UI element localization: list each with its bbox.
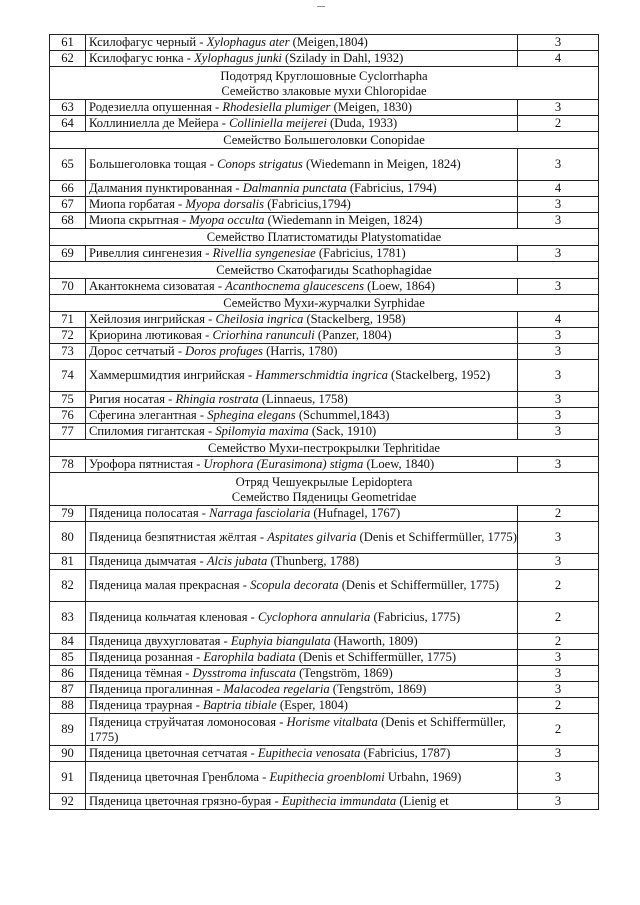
latin-name: Dysstroma infuscata (192, 666, 296, 680)
species-row (50, 408, 599, 424)
species-row (50, 698, 599, 714)
species-row (50, 392, 599, 408)
row-number: 71 (50, 312, 86, 328)
author-citation: (Meigen, 1830) (330, 100, 412, 114)
species-row (50, 149, 599, 181)
russian-name: Ксилофагус юнка - (89, 51, 195, 65)
latin-name: Eupithecia groenblomi (269, 770, 385, 784)
taxon-heading-line: Семейство Мухи-журчалки Syrphidae (223, 296, 425, 310)
species-row (50, 279, 599, 295)
russian-name: Коллиниелла де Мейера - (89, 116, 230, 130)
row-number: 75 (50, 392, 86, 408)
row-number: 76 (50, 408, 86, 424)
species-name-cell (86, 457, 518, 473)
latin-name: Acanthocnema glaucescens (225, 279, 365, 293)
species-name-cell (86, 344, 518, 360)
latin-name: Euphyia biangulata (230, 634, 331, 648)
russian-name: Миопа скрытная - (89, 213, 190, 227)
status-category: 3 (518, 457, 599, 473)
status-category: 3 (518, 746, 599, 762)
species-row (50, 197, 599, 213)
species-row (50, 100, 599, 116)
status-category: 2 (518, 116, 599, 132)
species-name-cell (86, 149, 518, 181)
taxon-heading (50, 262, 599, 279)
latin-name: Eupithecia venosata (257, 746, 361, 760)
russian-name: Большеголовка тощая - (89, 157, 218, 171)
species-name-cell (86, 408, 518, 424)
status-category: 3 (518, 213, 599, 229)
author-citation: (Wiedemann in Meigen, 1824) (264, 213, 423, 227)
taxon-heading-row (50, 262, 599, 279)
row-number: 61 (50, 35, 86, 51)
author-citation: (Linnaeus, 1758) (258, 392, 348, 406)
status-category: 3 (518, 344, 599, 360)
species-name-cell (86, 698, 518, 714)
author-citation: (Stackelberg, 1952) (387, 368, 491, 382)
author-citation: (Meigen,1804) (289, 35, 368, 49)
russian-name: Хаммершмидтия ингрийская - (89, 368, 256, 382)
status-category: 2 (518, 714, 599, 746)
russian-name: Пяденица двухугловатая - (89, 634, 231, 648)
species-row (50, 506, 599, 522)
taxon-heading-line: Отряд Чешуекрылые Lepidoptera (235, 474, 413, 489)
author-citation: (Szilady in Dahl, 1932) (281, 51, 404, 65)
species-row (50, 424, 599, 440)
author-citation: (Harris, 1780) (262, 344, 338, 358)
row-number: 69 (50, 246, 86, 262)
row-number: 65 (50, 149, 86, 181)
russian-name: Ривеллия сингенезия - (89, 246, 213, 260)
author-citation: (Haworth, 1809) (330, 634, 418, 648)
status-category: 3 (518, 149, 599, 181)
row-number: 74 (50, 360, 86, 392)
russian-name: Пяденица дымчатая - (89, 554, 207, 568)
species-name-cell (86, 100, 518, 116)
row-number: 83 (50, 602, 86, 634)
author-citation: (Denis et Schiffermüller, 1775) (338, 578, 500, 592)
taxon-heading-row (50, 440, 599, 457)
russian-name: Дорос сетчатый - (89, 344, 186, 358)
row-number: 84 (50, 634, 86, 650)
author-citation: (Loew, 1840) (363, 457, 435, 471)
species-name-cell (86, 181, 518, 197)
status-category: 2 (518, 698, 599, 714)
species-name-cell (86, 424, 518, 440)
status-category: 3 (518, 100, 599, 116)
taxon-heading (50, 295, 599, 312)
taxon-heading-row (50, 229, 599, 246)
species-name-cell (86, 762, 518, 794)
russian-name: Пяденица цветочная Гренблома - (89, 770, 270, 784)
author-citation: (Fabricius,1794) (264, 197, 351, 211)
author-citation: (Fabricius, 1794) (346, 181, 437, 195)
row-number: 81 (50, 554, 86, 570)
species-name-cell (86, 328, 518, 344)
author-citation: (Lienig et (396, 794, 449, 808)
russian-name: Далмания пунктированная - (89, 181, 243, 195)
russian-name: Сфегина элегантная - (89, 408, 208, 422)
species-name-cell (86, 682, 518, 698)
russian-name: Спиломия гигантская - (89, 424, 216, 438)
species-row (50, 762, 599, 794)
russian-name: Пяденица кольчатая кленовая - (89, 610, 258, 624)
row-number: 63 (50, 100, 86, 116)
species-row (50, 181, 599, 197)
status-category: 2 (518, 570, 599, 602)
author-citation: (Esper, 1804) (276, 698, 348, 712)
status-category: 3 (518, 762, 599, 794)
row-number: 64 (50, 116, 86, 132)
species-name-cell (86, 116, 518, 132)
page-top-mark (317, 6, 325, 7)
species-row (50, 35, 599, 51)
status-category: 4 (518, 51, 599, 67)
author-citation: (Loew, 1864) (364, 279, 435, 293)
species-name-cell (86, 279, 518, 295)
row-number: 85 (50, 650, 86, 666)
species-name-cell (86, 602, 518, 634)
taxon-heading-line: Семейство злаковые мухи Chloropidae (221, 83, 427, 98)
status-category: 3 (518, 328, 599, 344)
latin-name: Xylophagus ater (206, 35, 290, 49)
taxon-heading (50, 67, 599, 100)
species-row (50, 360, 599, 392)
taxon-heading-line: Семейство Мухи-пестрокрылки Tephritidae (207, 441, 441, 455)
species-name-cell (86, 213, 518, 229)
status-category: 3 (518, 522, 599, 554)
species-row (50, 682, 599, 698)
species-name-cell (86, 246, 518, 262)
species-row (50, 522, 599, 554)
russian-name: Хейлозия ингрийская - (89, 312, 216, 326)
latin-name: Rhingia rostrata (175, 392, 259, 406)
species-name-cell (86, 51, 518, 67)
row-number: 92 (50, 794, 86, 810)
taxon-heading-row (50, 295, 599, 312)
author-citation: (Fabricius, 1775) (370, 610, 461, 624)
species-row (50, 246, 599, 262)
status-category: 3 (518, 682, 599, 698)
author-citation: (Duda, 1933) (326, 116, 398, 130)
species-row (50, 328, 599, 344)
row-number: 73 (50, 344, 86, 360)
status-category: 3 (518, 246, 599, 262)
row-number: 78 (50, 457, 86, 473)
row-number: 90 (50, 746, 86, 762)
russian-name: Родезиелла опушенная - (89, 100, 223, 114)
latin-name: Earophila badiata (203, 650, 296, 664)
status-category: 4 (518, 312, 599, 328)
russian-name: Урофора пятнистая - (89, 457, 204, 471)
russian-name: Акантокнема сизоватая - (89, 279, 226, 293)
russian-name: Пяденица розанная - (89, 650, 204, 664)
species-row (50, 554, 599, 570)
russian-name: Пяденица цветочная грязно-бурая - (89, 794, 282, 808)
species-row (50, 634, 599, 650)
species-row (50, 570, 599, 602)
species-name-cell (86, 312, 518, 328)
row-number: 89 (50, 714, 86, 746)
russian-name: Пяденица прогалинная - (89, 682, 224, 696)
author-citation: (Schummel,1843) (295, 408, 390, 422)
taxon-heading-line: Семейство Большеголовки Conopidae (223, 133, 425, 147)
russian-name: Пяденица тёмная - (89, 666, 193, 680)
status-category: 2 (518, 506, 599, 522)
author-citation: (Sack, 1910) (308, 424, 377, 438)
author-citation: (Hufnagel, 1767) (310, 506, 401, 520)
author-citation: (Denis et Schiffermüller, 1775) (89, 714, 506, 744)
row-number: 91 (50, 762, 86, 794)
species-name-cell (86, 794, 518, 810)
species-table-body (50, 35, 599, 810)
latin-name: Horisme vitalbata (286, 714, 378, 729)
latin-name: Eupithecia immundata (281, 794, 397, 808)
latin-name: Doros profuges (185, 344, 263, 358)
author-citation: Urbahn, 1969) (384, 770, 462, 784)
latin-name: Hammerschmidtia ingrica (255, 368, 388, 382)
latin-name: Myopa dorsalis (185, 197, 265, 211)
row-number: 87 (50, 682, 86, 698)
species-row (50, 602, 599, 634)
author-citation: (Fabricius, 1781) (315, 246, 406, 260)
species-name-cell (86, 554, 518, 570)
species-table (49, 34, 599, 810)
russian-name: Ксилофагус черный - (89, 35, 207, 49)
taxon-heading-line: Семейство Платистоматиды Platystomatidae (206, 230, 442, 244)
species-name-cell (86, 197, 518, 213)
russian-name: Пяденица малая прекрасная - (89, 578, 251, 592)
species-row (50, 116, 599, 132)
author-citation: (Tengström, 1869) (295, 666, 393, 680)
species-name-cell (86, 570, 518, 602)
status-category: 3 (518, 392, 599, 408)
species-row (50, 213, 599, 229)
russian-name: Миопа горбатая - (89, 197, 186, 211)
species-row (50, 746, 599, 762)
taxon-heading-line: Семейство Скатофагиды Scathophagidae (216, 263, 432, 277)
species-name-cell (86, 35, 518, 51)
russian-name: Криорина лютиковая - (89, 328, 213, 342)
latin-name: Cyclophora annularia (258, 610, 371, 624)
latin-name: Myopa occulta (189, 213, 265, 227)
row-number: 88 (50, 698, 86, 714)
latin-name: Scopula decorata (250, 578, 339, 592)
latin-name: Cheilosia ingrica (215, 312, 304, 326)
latin-name: Criorhina ranunculi (212, 328, 315, 342)
status-category: 3 (518, 554, 599, 570)
species-name-cell (86, 392, 518, 408)
latin-name: Narraga fasciolaria (209, 506, 311, 520)
row-number: 86 (50, 666, 86, 682)
russian-name: Пяденица струйчатая ломоносовая - (89, 714, 287, 729)
species-name-cell (86, 634, 518, 650)
russian-name: Пяденица цветочная сетчатая - (89, 746, 258, 760)
russian-name: Пяденица траурная - (89, 698, 203, 712)
species-row (50, 650, 599, 666)
latin-name: Conops strigatus (217, 157, 303, 171)
row-number: 80 (50, 522, 86, 554)
status-category: 3 (518, 650, 599, 666)
species-name-cell (86, 522, 518, 554)
species-row (50, 714, 599, 746)
taxon-heading (50, 473, 599, 506)
row-number: 79 (50, 506, 86, 522)
species-row (50, 457, 599, 473)
taxon-heading-row (50, 67, 599, 100)
latin-name: Spilomyia maxima (215, 424, 309, 438)
status-category: 2 (518, 602, 599, 634)
status-category: 3 (518, 408, 599, 424)
species-row (50, 794, 599, 810)
status-category: 3 (518, 424, 599, 440)
latin-name: Aspitates gilvaria (267, 530, 357, 544)
status-category: 3 (518, 279, 599, 295)
row-number: 62 (50, 51, 86, 67)
latin-name: Alcis jubata (206, 554, 268, 568)
species-row (50, 666, 599, 682)
author-citation: (Wiedemann in Meigen, 1824) (302, 157, 461, 171)
latin-name: Malacodea regelaria (223, 682, 330, 696)
latin-name: Rhodesiella plumiger (222, 100, 331, 114)
row-number: 66 (50, 181, 86, 197)
author-citation: (Denis et Schiffermüller, 1775) (295, 650, 457, 664)
author-citation: (Panzer, 1804) (314, 328, 392, 342)
species-name-cell (86, 746, 518, 762)
row-number: 70 (50, 279, 86, 295)
latin-name: Sphegina elegans (207, 408, 296, 422)
russian-name: Пяденица безпятнистая жёлтая - (89, 530, 268, 544)
taxon-heading (50, 132, 599, 149)
author-citation: (Thunberg, 1788) (267, 554, 360, 568)
latin-name: Dalmannia punctata (242, 181, 347, 195)
author-citation: (Tengström, 1869) (329, 682, 427, 696)
status-category: 3 (518, 794, 599, 810)
row-number: 82 (50, 570, 86, 602)
latin-name: Urophora (Eurasimona) stigma (203, 457, 364, 471)
status-category: 4 (518, 181, 599, 197)
species-name-cell (86, 714, 518, 746)
species-name-cell (86, 506, 518, 522)
latin-name: Baptria tibiale (202, 698, 277, 712)
taxon-heading-row (50, 132, 599, 149)
taxon-heading (50, 440, 599, 457)
species-row (50, 312, 599, 328)
latin-name: Colliniella meijerei (229, 116, 327, 130)
species-name-cell (86, 666, 518, 682)
russian-name: Пяденица полосатая - (89, 506, 210, 520)
status-category: 3 (518, 360, 599, 392)
species-name-cell (86, 650, 518, 666)
status-category: 2 (518, 634, 599, 650)
status-category: 3 (518, 197, 599, 213)
status-category: 3 (518, 35, 599, 51)
species-row (50, 51, 599, 67)
latin-name: Rivellia syngenesiae (212, 246, 316, 260)
author-citation: (Fabricius, 1787) (360, 746, 451, 760)
species-row (50, 344, 599, 360)
taxon-heading-line: Подотряд Круглошовные Cyclorrhapha (220, 68, 428, 83)
row-number: 68 (50, 213, 86, 229)
author-citation: (Stackelberg, 1958) (303, 312, 406, 326)
russian-name: Ригия носатая - (89, 392, 176, 406)
author-citation: (Denis et Schiffermüller, 1775) (356, 530, 517, 544)
taxon-heading-line: Семейство Пяденицы Geometridae (231, 489, 417, 504)
status-category: 3 (518, 666, 599, 682)
species-name-cell (86, 360, 518, 392)
row-number: 77 (50, 424, 86, 440)
taxon-heading-row (50, 473, 599, 506)
row-number: 67 (50, 197, 86, 213)
row-number: 72 (50, 328, 86, 344)
taxon-heading (50, 229, 599, 246)
latin-name: Xylophagus junki (194, 51, 282, 65)
